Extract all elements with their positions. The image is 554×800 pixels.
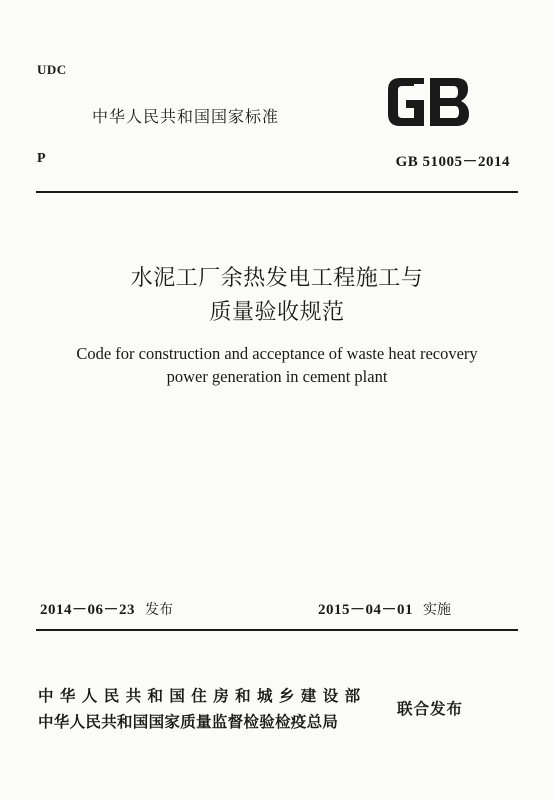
gb-logo (384, 74, 472, 130)
implementation-label: 实施 (423, 602, 452, 618)
chinese-title-line-1: 水泥工厂余热发电工程施工与 (130, 266, 424, 291)
chinese-title (0, 262, 554, 330)
national-standard-heading: 中华人民共和国国家标准 (92, 107, 280, 126)
joint-issue-label: 联合发布 (397, 700, 464, 718)
classification-code: P (37, 151, 46, 166)
standard-number: GB 51005－2014 (395, 154, 510, 170)
issue-date-block (40, 598, 173, 619)
implementation-date-block (318, 598, 451, 619)
udc-label: UDC (37, 62, 67, 77)
publisher-aqsiq: 中华人民共和国国家质量监督检验检疫总局 (38, 713, 339, 731)
english-title (0, 342, 554, 388)
top-divider (36, 191, 518, 193)
bottom-divider (36, 629, 518, 631)
chinese-title-line-2: 质量验收规范 (209, 300, 345, 325)
implementation-date: 2015－04－01 (318, 602, 414, 618)
issue-date: 2014－06－23 (40, 602, 136, 618)
gb-logo-letter-g (388, 78, 424, 126)
english-title-line-1: Code for construction and acceptance of waste heat recovery (76, 344, 478, 363)
publisher-ministry-housing: 中华人民共和国住房和城乡建设部 (38, 687, 367, 705)
issue-label: 发布 (145, 602, 174, 618)
gb-logo-letter-b (430, 78, 469, 126)
english-title-line-2: power generation in cement plant (166, 367, 388, 386)
